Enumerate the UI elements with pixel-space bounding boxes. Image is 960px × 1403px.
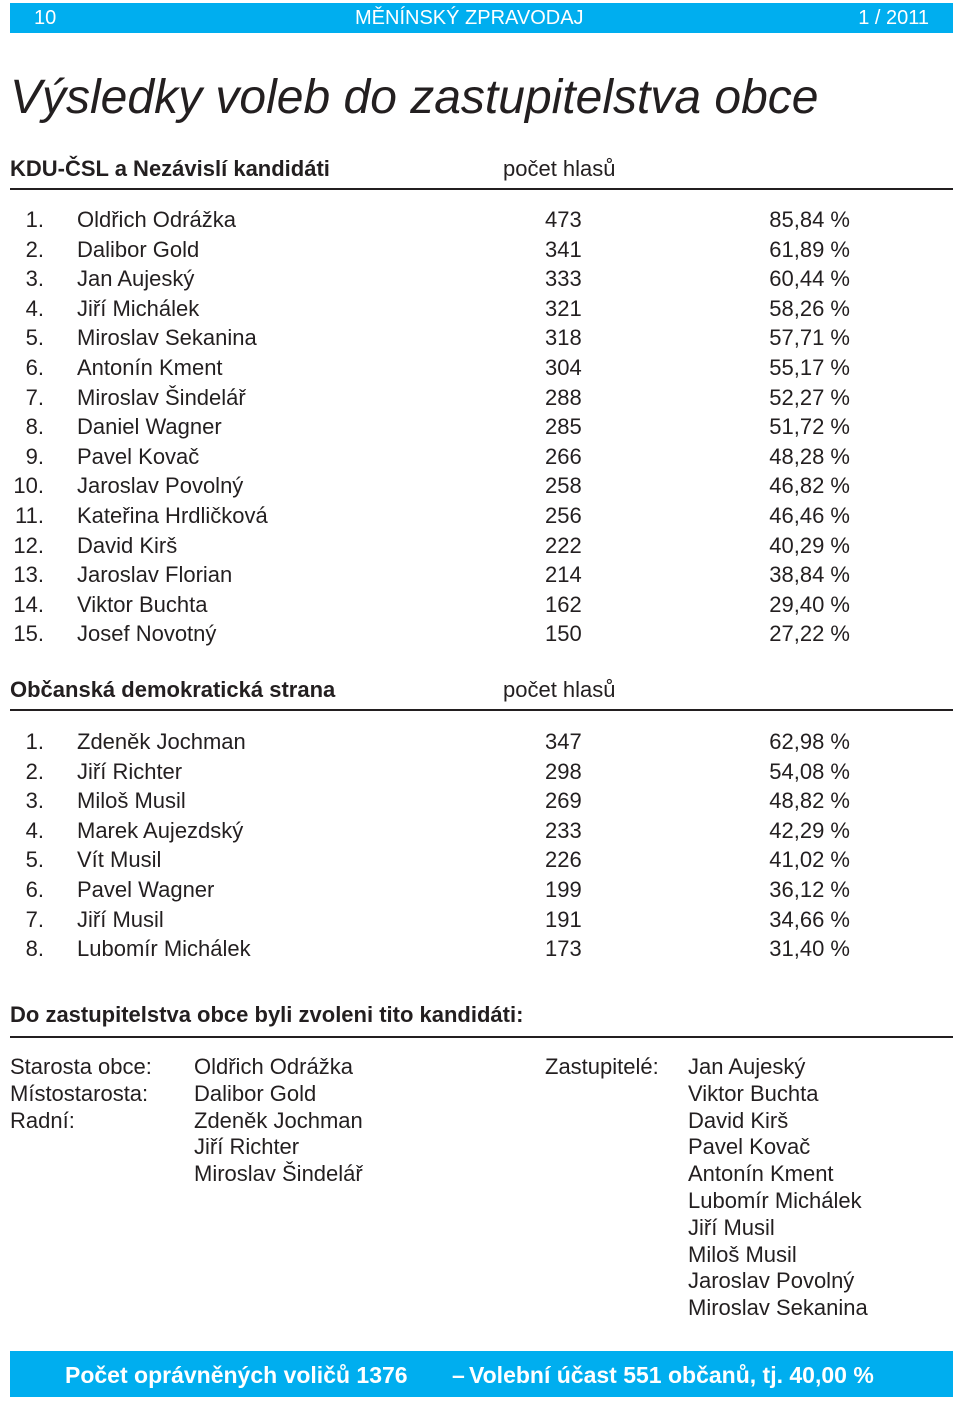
- candidate-votes: 288: [545, 384, 582, 410]
- section-divider: [10, 1036, 953, 1038]
- role-label: Místostarosta:: [10, 1080, 149, 1106]
- candidate-votes: 214: [545, 562, 582, 588]
- table-row: [10, 619, 953, 649]
- elected-name: Dalibor Gold: [194, 1080, 317, 1106]
- candidate-name: Marek Aujezdský: [77, 817, 244, 843]
- candidate-rank: 12.: [13, 532, 44, 558]
- candidate-name: Miloš Musil: [77, 788, 186, 814]
- candidate-name: Zdeněk Jochman: [77, 729, 246, 754]
- candidate-percent: 48,28 %: [769, 443, 850, 469]
- candidate-name: Jan Aujeský: [77, 266, 195, 292]
- candidate-name: Jiří Musil: [77, 906, 164, 932]
- council-name: Jan Aujeský: [688, 1054, 806, 1079]
- candidate-rank: 3.: [25, 266, 44, 292]
- candidate-percent: 42,29 %: [769, 817, 850, 843]
- table-row: [10, 905, 953, 935]
- candidate-votes: 347: [545, 729, 582, 754]
- page-number: 10: [34, 7, 57, 29]
- table-row: [10, 235, 953, 265]
- results-list-kdu: [10, 205, 953, 649]
- council-name: Antonín Kment: [688, 1161, 834, 1187]
- council-name: Pavel Kovač: [688, 1134, 811, 1160]
- candidate-name: Viktor Buchta: [77, 591, 208, 617]
- table-row: [10, 845, 953, 875]
- candidate-name: Jaroslav Florian: [77, 562, 233, 588]
- council-label: Zastupitelé:: [545, 1054, 659, 1079]
- header-bar: [10, 3, 953, 33]
- candidate-percent: 38,84 %: [769, 562, 850, 588]
- candidate-percent: 62,98 %: [769, 729, 850, 754]
- candidate-votes: 473: [545, 207, 582, 232]
- section-header-ods: [10, 671, 953, 711]
- candidate-votes: 341: [545, 236, 582, 262]
- table-row: [10, 442, 953, 472]
- publication-name: MĚNÍNSKÝ ZPRAVODAJ: [355, 7, 584, 29]
- council-name: David Kirš: [688, 1107, 789, 1133]
- issue-number: 1 / 2011: [858, 7, 929, 29]
- role-labels: [10, 1054, 152, 1134]
- candidate-name: Josef Novotný: [77, 621, 217, 647]
- candidate-rank: 1.: [25, 207, 44, 232]
- candidate-rank: 15.: [13, 621, 44, 647]
- candidate-name: Daniel Wagner: [77, 414, 222, 440]
- candidate-rank: 9.: [25, 443, 44, 469]
- candidate-percent: 55,17 %: [769, 354, 850, 380]
- council-name: Lubomír Michálek: [688, 1187, 862, 1213]
- elected-name: Zdeněk Jochman: [194, 1107, 363, 1133]
- candidate-votes: 333: [545, 266, 582, 292]
- candidate-name: Jiří Richter: [77, 758, 183, 784]
- candidate-votes: 269: [545, 788, 582, 814]
- table-row: [10, 412, 953, 442]
- table-row: [10, 294, 953, 324]
- party-name: KDU-ČSL a Nezávislí kandidáti: [10, 156, 330, 181]
- candidate-percent: 60,44 %: [769, 266, 850, 292]
- elected-name: Jiří Richter: [194, 1134, 300, 1160]
- candidate-rank: 2.: [25, 236, 44, 262]
- candidate-votes: 173: [545, 936, 582, 962]
- candidate-name: Dalibor Gold: [77, 236, 200, 262]
- table-row: [10, 816, 953, 846]
- table-row: [10, 934, 953, 964]
- section-divider: [10, 188, 953, 190]
- candidate-percent: 27,22 %: [769, 621, 850, 647]
- candidate-votes: 321: [545, 295, 582, 321]
- table-row: [10, 590, 953, 620]
- eligible-voters: Počet oprávněných voličů 1376: [65, 1362, 408, 1388]
- candidate-name: Jaroslav Povolný: [77, 473, 244, 499]
- candidate-name: Pavel Kovač: [77, 443, 200, 469]
- candidate-name: Vít Musil: [77, 847, 162, 873]
- table-row: [10, 383, 953, 413]
- candidate-rank: 6.: [25, 354, 44, 380]
- candidate-votes: 298: [545, 758, 582, 784]
- candidate-rank: 5.: [25, 325, 44, 351]
- candidate-votes: 162: [545, 591, 582, 617]
- table-row: [10, 560, 953, 590]
- table-row: [10, 205, 953, 235]
- candidate-percent: 57,71 %: [769, 325, 850, 351]
- candidate-votes: 285: [545, 414, 582, 440]
- candidate-percent: 85,84 %: [769, 207, 850, 232]
- candidate-rank: 2.: [25, 758, 44, 784]
- candidate-percent: 61,89 %: [769, 236, 850, 262]
- candidate-percent: 34,66 %: [769, 906, 850, 932]
- candidate-votes: 256: [545, 502, 582, 528]
- candidate-votes: 318: [545, 325, 582, 351]
- council-name: Viktor Buchta: [688, 1080, 819, 1106]
- section-header-kdu: [10, 150, 953, 190]
- candidate-rank: 5.: [25, 847, 44, 873]
- candidate-rank: 4.: [25, 295, 44, 321]
- table-row: [10, 353, 953, 383]
- candidate-name: Pavel Wagner: [77, 876, 215, 902]
- role-label: Starosta obce:: [10, 1054, 152, 1079]
- candidate-percent: 58,26 %: [769, 295, 850, 321]
- candidate-name: David Kirš: [77, 532, 178, 558]
- role-names: [194, 1054, 363, 1188]
- candidate-percent: 46,82 %: [769, 473, 850, 499]
- votes-column-label: počet hlasů: [503, 156, 616, 181]
- council-label-col: [545, 1054, 659, 1081]
- page-title: Výsledky voleb do zastupitelstva obce: [10, 71, 819, 124]
- candidate-percent: 29,40 %: [769, 591, 850, 617]
- table-row: [10, 531, 953, 561]
- candidate-percent: 52,27 %: [769, 384, 850, 410]
- table-row: [10, 501, 953, 531]
- candidate-rank: 3.: [25, 788, 44, 814]
- table-row: [10, 727, 953, 757]
- party-name: Občanská demokratická strana: [10, 677, 336, 702]
- elected-heading: Do zastupitelstva obce byli zvoleni tito kandidáti:: [10, 1002, 524, 1027]
- candidate-rank: 1.: [25, 729, 44, 754]
- candidate-votes: 199: [545, 876, 582, 902]
- council-name: Miloš Musil: [688, 1241, 797, 1267]
- footer-bar: [10, 1351, 953, 1397]
- council-name: Jiří Musil: [688, 1214, 775, 1240]
- candidate-votes: 266: [545, 443, 582, 469]
- candidate-votes: 150: [545, 621, 582, 647]
- candidate-rank: 10.: [13, 473, 44, 499]
- footer-dash: –: [452, 1362, 465, 1388]
- council-name: Jaroslav Povolný: [688, 1268, 855, 1294]
- candidate-name: Lubomír Michálek: [77, 936, 251, 962]
- candidate-name: Jiří Michálek: [77, 295, 200, 321]
- candidate-votes: 233: [545, 817, 582, 843]
- candidate-percent: 40,29 %: [769, 532, 850, 558]
- table-row: [10, 786, 953, 816]
- candidate-percent: 36,12 %: [769, 876, 850, 902]
- candidate-votes: 226: [545, 847, 582, 873]
- candidate-percent: 41,02 %: [769, 847, 850, 873]
- table-row: [10, 471, 953, 501]
- candidate-votes: 258: [545, 473, 582, 499]
- candidate-percent: 51,72 %: [769, 414, 850, 440]
- candidate-percent: 54,08 %: [769, 758, 850, 784]
- candidate-rank: 7.: [25, 906, 44, 932]
- candidate-rank: 11.: [15, 502, 44, 528]
- candidate-percent: 46,46 %: [769, 502, 850, 528]
- candidate-percent: 31,40 %: [769, 936, 850, 962]
- votes-column-label: počet hlasů: [503, 677, 616, 702]
- candidate-name: Miroslav Šindelář: [77, 384, 246, 410]
- candidate-name: Miroslav Sekanina: [77, 325, 257, 351]
- candidate-rank: 14.: [13, 591, 44, 617]
- elected-name: Oldřich Odrážka: [194, 1054, 353, 1079]
- candidate-rank: 8.: [25, 414, 44, 440]
- candidate-name: Oldřich Odrážka: [77, 207, 236, 232]
- candidate-name: Antonín Kment: [77, 354, 223, 380]
- table-row: [10, 757, 953, 787]
- candidate-rank: 6.: [25, 876, 44, 902]
- elected-header: [10, 996, 953, 1038]
- role-label: Radní:: [10, 1107, 75, 1133]
- candidate-votes: 191: [545, 906, 582, 932]
- table-row: [10, 264, 953, 294]
- results-list-ods: [10, 727, 953, 964]
- section-divider: [10, 709, 953, 711]
- candidate-percent: 48,82 %: [769, 788, 850, 814]
- council-names: [688, 1054, 868, 1322]
- turnout: Volební účast 551 občanů, tj. 40,00 %: [469, 1362, 874, 1388]
- candidate-rank: 7.: [25, 384, 44, 410]
- elected-name: Miroslav Šindelář: [194, 1161, 363, 1187]
- candidate-votes: 222: [545, 532, 582, 558]
- candidate-votes: 304: [545, 354, 582, 380]
- table-row: [10, 875, 953, 905]
- council-name: Miroslav Sekanina: [688, 1295, 868, 1321]
- candidate-rank: 8.: [25, 936, 44, 962]
- candidate-rank: 13.: [13, 562, 44, 588]
- table-row: [10, 323, 953, 353]
- candidate-name: Kateřina Hrdličková: [77, 502, 268, 528]
- candidate-rank: 4.: [25, 817, 44, 843]
